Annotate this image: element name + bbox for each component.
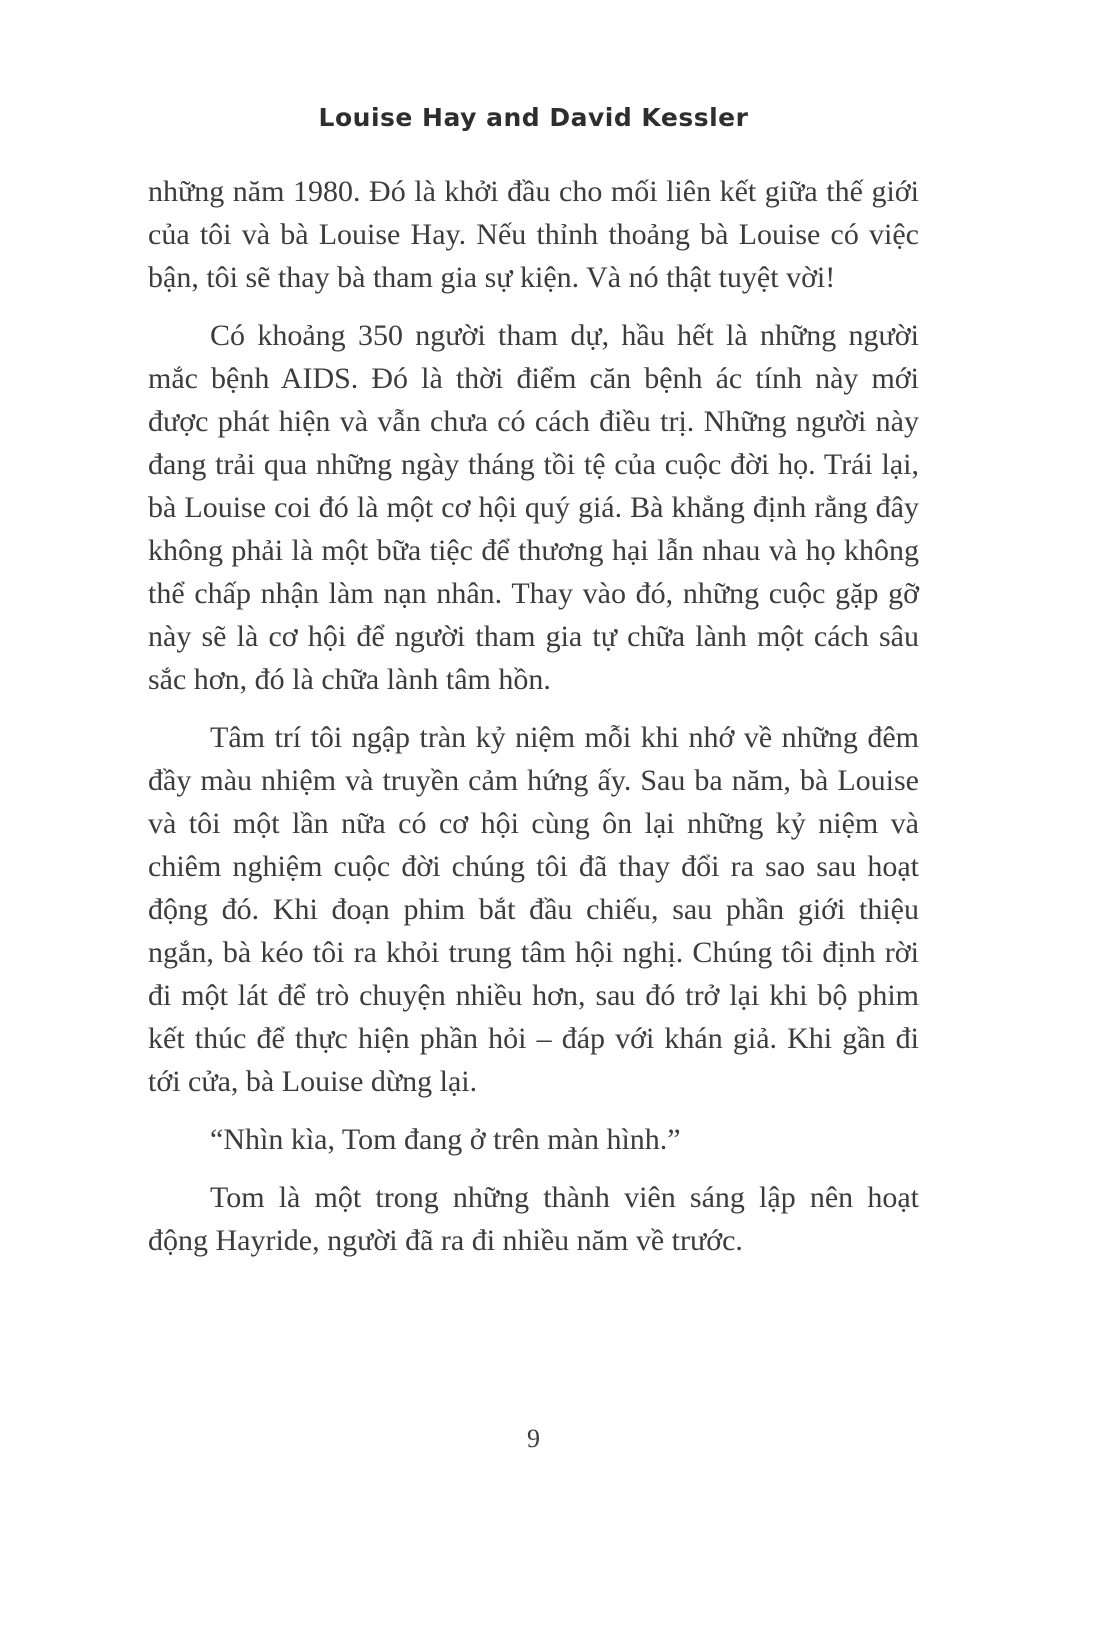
page-number: 9 (527, 1424, 540, 1453)
paragraph: “Nhìn kìa, Tom đang ở trên màn hình.” (210, 1123, 681, 1156)
paragraph: Tom là một trong những thành viên sáng lập nên hoạt động Hayride, người đã ra đi nhiều năm về trước. (148, 1181, 919, 1257)
paragraph: Có khoảng 350 người tham dự, hầu hết là những người mắc bệnh AIDS. Đó là thời điểm căn bệnh ác tính này mới được phát hiện và vẫn chưa có cách điều trị. Những người này đang trải qua những ngày tháng tồi tệ của cuộc đời họ. Trái lại, bà Louise coi đó là một cơ hội quý giá. Bà khẳng định rằng đây không phải là một bữa tiệc để thương hại lẫn nhau và họ không thể chấp nhận làm nạn nhân. Thay vào đó, những cuộc gặp gỡ này sẽ là cơ hội để người tham gia tự chữa lành một cách sâu sắc hơn, đó là chữa lành tâm hồn. (148, 319, 919, 696)
body-text (148, 170, 919, 1277)
paragraph: những năm 1980. Đó là khởi đầu cho mối liên kết giữa thế giới của tôi và bà Louise Hay. Nếu thỉnh thoảng bà Louise có việc bận, tôi sẽ thay bà tham gia sự kiện. Và nó thật tuyệt vời! (148, 175, 919, 294)
running-header: Louise Hay and David Kessler (318, 103, 749, 132)
paragraph: Tâm trí tôi ngập tràn kỷ niệm mỗi khi nhớ về những đêm đầy màu nhiệm và truyền cảm hứng ấy. Sau ba năm, bà Louise và tôi một lần nữa có cơ hội cùng ôn lại những kỷ niệm và chiêm nghiệm cuộc đời chúng tôi đã thay đổi ra sao sau hoạt động đó. Khi đoạn phim bắt đầu chiếu, sau phần giới thiệu ngắn, bà kéo tôi ra khỏi trung tâm hội nghị. Chúng tôi định rời đi một lát để trò chuyện nhiều hơn, sau đó trở lại khi bộ phim kết thúc để thực hiện phần hỏi – đáp với khán giả. Khi gần đi tới cửa, bà Louise dừng lại. (148, 721, 919, 1098)
